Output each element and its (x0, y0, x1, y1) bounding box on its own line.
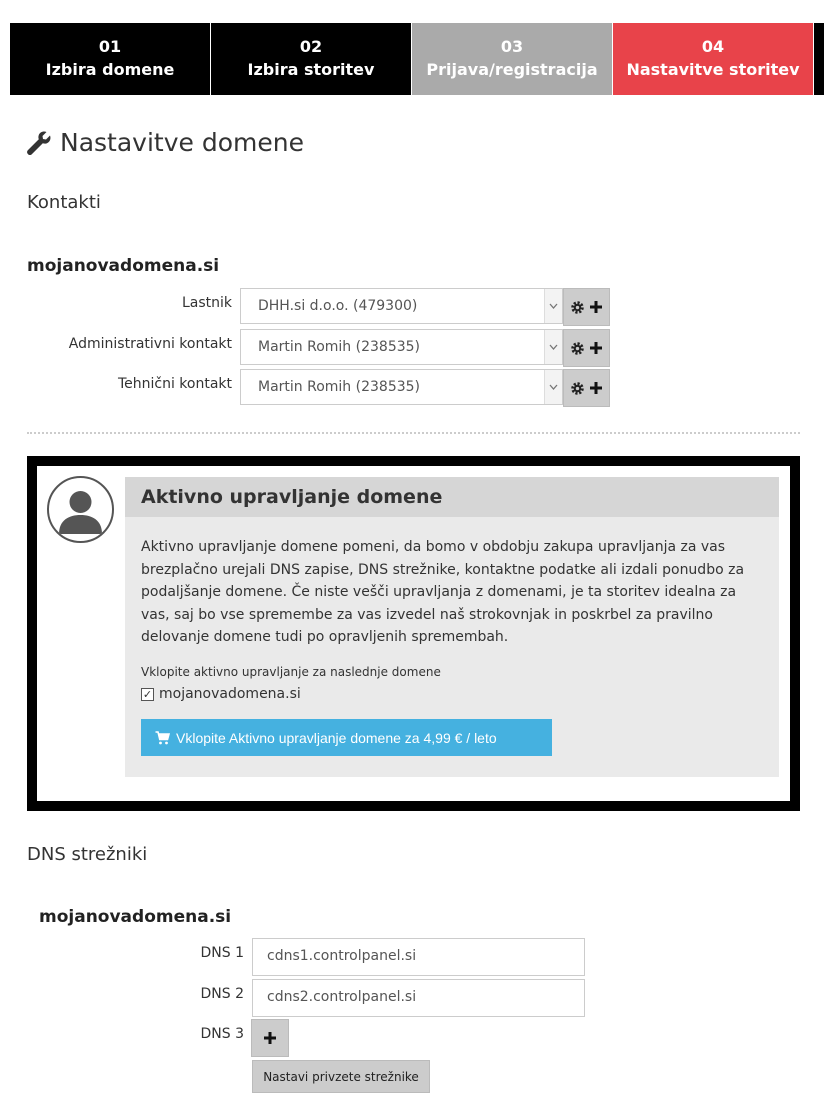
page-title-text: Nastavitve domene (60, 128, 304, 157)
promo-title: Aktivno upravljanje domene (125, 477, 779, 517)
step-label: Prijava/registracija (426, 60, 598, 79)
promo-domain-name: mojanovadomena.si (159, 686, 301, 702)
add-dns-button[interactable] (251, 1019, 289, 1057)
step-3[interactable] (412, 23, 613, 95)
step-2[interactable] (211, 23, 412, 95)
owner-select[interactable] (240, 288, 563, 324)
promo-panel (125, 477, 779, 777)
steps-edge (814, 23, 824, 95)
dns-heading: DNS strežniki (27, 844, 148, 865)
step-label: Nastavitve storitev (626, 60, 800, 79)
admin-contact-value: Martin Romih (238535) (258, 339, 420, 355)
contacts-heading: Kontakti (27, 192, 101, 213)
dns1-label: DNS 1 (200, 945, 244, 961)
step-4-active[interactable] (613, 23, 814, 95)
admin-contact-manage-button[interactable] (563, 329, 610, 367)
step-number: 03 (500, 37, 524, 56)
tech-contact-value: Martin Romih (238535) (258, 379, 420, 395)
user-icon (47, 476, 114, 543)
step-label: Izbira domene (45, 60, 175, 79)
tech-contact-select[interactable] (240, 369, 563, 405)
step-number: 04 (701, 37, 725, 56)
owner-label: Lastnik (181, 295, 232, 311)
gear-icon (570, 341, 585, 356)
dns2-label: DNS 2 (200, 986, 244, 1002)
plus-icon (589, 381, 603, 395)
plus-icon (589, 300, 603, 314)
admin-contact-select[interactable] (240, 329, 563, 365)
promo-description: Aktivno upravljanje domene pomeni, da bomo v obdobju zakupa upravljanja za vas brezplačno urejali DNS zapise, DNS strežnike, kontaktne podatke ali izdali ponudbo za podaljšanje domene. Če niste vešči upravljanja z domenami, je ta storitev idealna za vas, saj bo vse spremembe za vas izvedel naš strokovnjak in poskrbel za pravilno delovanje domene tudi po opravljenih spremembah. (141, 539, 745, 645)
checkout-steps (10, 23, 827, 95)
promo-domain-option[interactable] (141, 686, 301, 702)
dns3-label: DNS 3 (200, 1026, 244, 1042)
owner-manage-button[interactable] (563, 288, 610, 326)
dns1-input[interactable]: cdns1.controlpanel.si (252, 938, 585, 976)
contacts-domain: mojanovadomena.si (27, 256, 220, 276)
managed-domain-promo (27, 456, 800, 811)
dns-domain: mojanovadomena.si (39, 907, 232, 927)
tech-contact-manage-button[interactable] (563, 369, 610, 407)
chevron-down-icon (544, 289, 562, 323)
chevron-down-icon (544, 370, 562, 404)
section-divider (27, 432, 800, 434)
promo-content (37, 466, 790, 801)
enable-button-label: Vklopite Aktivno upravljanje domene za 4,99 € / leto (176, 729, 497, 746)
page-title (26, 128, 304, 157)
dns2-input[interactable]: cdns2.controlpanel.si (252, 979, 585, 1017)
set-default-dns-button[interactable]: Nastavi privzete strežnike (252, 1060, 430, 1093)
enable-managed-domain-button[interactable] (141, 719, 552, 756)
step-number: 01 (98, 37, 122, 56)
admin-contact-label: Administrativni kontakt (68, 336, 232, 352)
owner-value: DHH.si d.o.o. (479300) (258, 298, 418, 314)
plus-icon (263, 1031, 277, 1045)
step-label: Izbira storitev (247, 60, 375, 79)
step-1[interactable] (10, 23, 211, 95)
cart-icon (155, 731, 170, 745)
wrench-icon (26, 130, 52, 156)
gear-icon (570, 381, 585, 396)
plus-icon (589, 341, 603, 355)
promo-domains-label: Vklopite aktivno upravljanje za naslednje domene (141, 665, 441, 679)
promo-domain-checkbox[interactable]: ✓ (142, 687, 153, 701)
step-number: 02 (299, 37, 323, 56)
chevron-down-icon (544, 330, 562, 364)
tech-contact-label: Tehnični kontakt (117, 376, 232, 392)
gear-icon (570, 300, 585, 315)
